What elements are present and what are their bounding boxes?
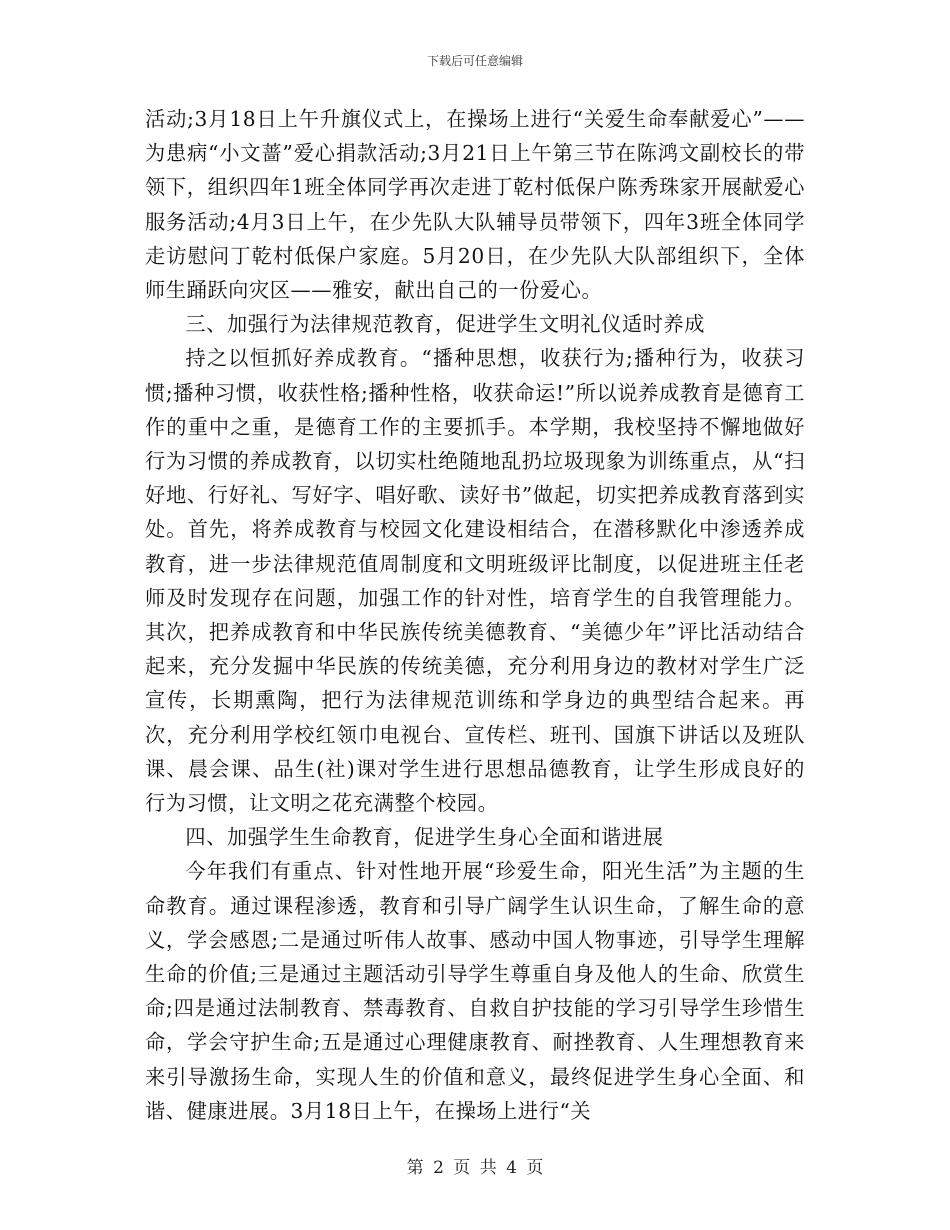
document-body bbox=[145, 102, 805, 1128]
section-heading-3: 三、加强行为法律规范教育，促进学生文明礼仪适时养成 bbox=[185, 312, 706, 337]
page-header-note: 下载后可任意编辑 bbox=[426, 54, 523, 68]
paragraph-activities: 活动;3月18日上午升旗仪式上，在操场上进行“关爱生命奉献爱心”——为患病“小文蔷”爱心捐款活动;3月21日上午第三节在陈鸿文副校长的带领下，组织四年1班全体同学再次走进丁乾村低保户陈秀珠家开展献爱心服务活动;4月3日上午，在少先队大队辅导员带领下，四年3班全体同学走访慰问丁乾村低保户家庭。5月20日，在少先队大队部组织下，全体师生踊跃向灾区——雅安，献出自己的一份爱心。 bbox=[145, 107, 805, 303]
page-number-footer: 第 2 页 共 4 页 bbox=[406, 1158, 544, 1178]
section-heading-4: 四、加强学生生命教育，促进学生身心全面和谐进展 bbox=[185, 825, 664, 850]
paragraph-life-education: 今年我们有重点、针对性地开展“珍爱生命，阳光生活”为主题的生命教育。通过课程渗透，教育和引导广阔学生认识生命，了解生命的意义，学会感恩;二是通过听伟人故事、感动中国人物事迹，引导学生理解生命的价值;三是通过主题活动引导学生尊重自身及他人的生命、欣赏生命;四是通过法制教育、禁毒教育、自救自护技能的学习引导学生珍惜生命，学会守护生命;五是通过心理健康教育、耐挫教育、人生理想教育来来引导激扬生命，实现人生的价值和意义，最终促进学生身心全面、和谐、健康进展。3月18日上午，在操场上进行“关 bbox=[145, 859, 805, 1123]
paragraph-habit-education: 持之以恒抓好养成教育。“播种思想，收获行为;播种行为，收获习惯;播种习惯，收获性格;播种性格，收获命运!”所以说养成教育是德育工作的重中之重，是德育工作的主要抓手。本学期，我校坚持不懈地做好行为习惯的养成教育，以切实杜绝随地乱扔垃圾现象为训练重点，从“扫好地、行好礼、写好字、唱好歌、读好书”做起，切实把养成教育落到实处。首先，将养成教育与校园文化建设相结合，在潜移默化中渗透养成教育，进一步法律规范值周制度和文明班级评比制度，以促进班主任老师及时发现存在问题，加强工作的针对性，培育学生的自我管理能力。其次，把养成教育和中华民族传统美德教育、“美德少年”评比活动结合起来，充分发掘中华民族的传统美德，充分利用身边的教材对学生广泛宣传，长期熏陶，把行为法律规范训练和学身边的典型结合起来。再次，充分利用学校红领巾电视台、宣传栏、班刊、国旗下讲话以及班队课、晨会课、品生(社)课对学生进行思想品德教育，让学生形成良好的行为习惯，让文明之花充满整个校园。 bbox=[145, 346, 805, 816]
